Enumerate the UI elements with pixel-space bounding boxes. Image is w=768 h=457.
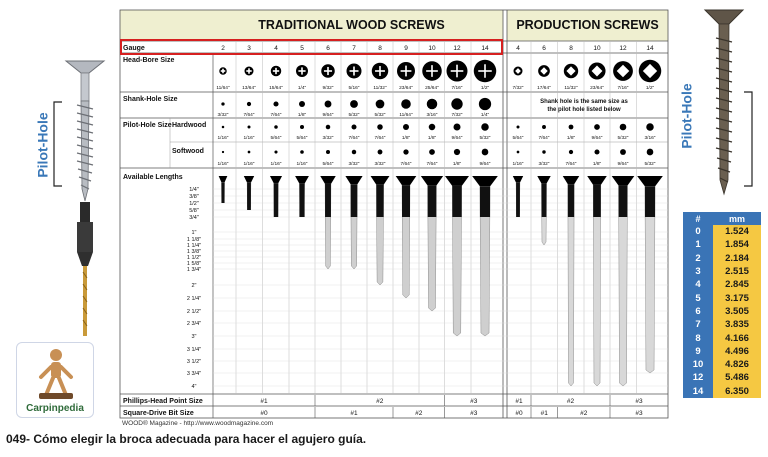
traditional-shank-hole-mark (427, 99, 438, 110)
traditional-screw-head (371, 176, 390, 185)
traditional-hardwood-pilot-mark (222, 126, 225, 129)
traditional-screw-shank-dark (351, 184, 358, 217)
length-tick-label: 1" (191, 230, 197, 236)
traditional-shank-hole-mark (273, 101, 278, 106)
traditional-hardwood-pilot-mark (454, 124, 461, 131)
production-hardwood-pilot-value: 5/64" (512, 136, 524, 141)
production-hardwood-pilot-mark (569, 125, 574, 130)
mm-gauge-cell: 2 (683, 252, 713, 265)
production-hardwood-pilot-value: 7/64" (538, 136, 550, 141)
traditional-phillips_groups-label: #3 (470, 398, 478, 405)
traditional-screw-shank-dark (376, 185, 383, 217)
traditional-head-bore-value: 11/64" (216, 86, 230, 91)
traditional-softwood-pilot-mark (352, 150, 356, 154)
gauge-row-label: Gauge (123, 45, 145, 52)
traditional-hardwood-pilot-value: 1/16" (243, 136, 255, 141)
traditional-gauge-label: 2 (221, 45, 225, 52)
traditional-screw-shank-dark (274, 183, 279, 217)
production-softwood-pilot-value: 7/64" (565, 162, 577, 167)
traditional-screw-head (445, 176, 469, 186)
mm-gauge-cell: 3 (683, 265, 713, 278)
traditional-hardwood-pilot-value: 9/64" (451, 136, 463, 141)
hardwood-label: Hardwood (172, 122, 207, 129)
length-tick-label: 2 1/2" (186, 309, 202, 315)
production-square_groups-label: #1 (540, 410, 548, 417)
head-bore-row-label: Head-Bore Size (123, 57, 175, 64)
production-hardwood-pilot-mark (620, 124, 627, 131)
mm-table-row (683, 252, 761, 265)
traditional-head-bore-value: 13/64" (242, 86, 256, 91)
traditional-shank-hole-mark (247, 102, 251, 106)
mm-value-cell: 2.184 (713, 252, 761, 265)
production-square_groups-label: #3 (635, 410, 643, 417)
length-tick-label: 1/2" (189, 201, 199, 207)
traditional-softwood-pilot-mark (482, 149, 489, 156)
production-shank-note: the pilot hole listed below (547, 107, 621, 113)
traditional-gauge-label: 10 (428, 45, 436, 52)
traditional-head-bore-value: 1/4" (297, 86, 307, 91)
mm-gauge-cell: 1 (683, 238, 713, 251)
traditional-phillips-mark (431, 65, 433, 77)
traditional-softwood-pilot-mark (300, 150, 304, 154)
traditional-hardwood-pilot-mark (248, 126, 251, 129)
production-gauge-label: 4 (516, 45, 520, 52)
traditional-shank-hole-mark (350, 100, 358, 108)
traditional-gauge-label: 3 (247, 45, 251, 52)
traditional-hardwood-pilot-value: 1/8" (401, 136, 411, 141)
mm-value-cell: 3.835 (713, 318, 761, 331)
traditional-phillips_groups-label: #1 (260, 398, 268, 405)
traditional-phillips-mark (353, 67, 355, 76)
wood-screw-icon (60, 55, 110, 205)
traditional-shank-hole-value: 11/64" (399, 113, 413, 118)
pilot-hole-bracket-icon-right (742, 90, 758, 190)
production-screw-shank-dark (619, 186, 628, 217)
traditional-head-bore-value: 5/16" (348, 86, 360, 91)
mm-value-cell: 1.524 (713, 225, 761, 238)
production-gauge-label: 12 (619, 45, 627, 52)
traditional-shank-hole-value: 7/32" (451, 113, 463, 118)
length-tick-label: 3/4" (189, 215, 199, 221)
traditional-screw-head (396, 176, 417, 185)
production-screw-shank-dark (541, 184, 546, 217)
production-softwood-pilot-mark (620, 149, 626, 155)
production-head-bore-value: 17/64" (537, 86, 551, 91)
mm-gauge-cell: 6 (683, 305, 713, 318)
production-screw-head (637, 176, 663, 186)
traditional-gauge-label: 14 (481, 45, 489, 52)
production-head-bore-value: 1/2" (645, 86, 655, 91)
softwood-label: Softwood (172, 148, 204, 155)
mm-gauge-cell: 4 (683, 278, 713, 291)
traditional-square_groups-label: #0 (260, 410, 268, 417)
traditional-phillips-mark (484, 64, 486, 78)
traditional-phillips-mark (222, 69, 224, 74)
traditional-gauge-label: 9 (404, 45, 408, 52)
production-hardwood-pilot-mark (517, 126, 520, 129)
traditional-gauge-label: 5 (300, 45, 304, 52)
mm-gauge-cell: 9 (683, 345, 713, 358)
pilot-hole-row-label: Pilot-Hole Size (123, 122, 172, 129)
production-softwood-pilot-value: 3/32" (538, 162, 550, 167)
production-hardwood-pilot-mark (646, 123, 654, 131)
traditional-hardwood-pilot-value: 7/64" (374, 136, 386, 141)
mm-value-cell: 3.505 (713, 305, 761, 318)
mm-table-row (683, 305, 761, 318)
production-hardwood-pilot-value: 9/64" (591, 136, 603, 141)
traditional-hardwood-pilot-value: 5/64" (296, 136, 308, 141)
traditional-hardwood-pilot-value: 3/32" (322, 136, 334, 141)
traditional-shank-hole-value: 3/32" (217, 113, 229, 118)
production-gauge-label: 14 (646, 45, 654, 52)
mm-table-row (683, 265, 761, 278)
length-tick-label: 1/4" (189, 187, 199, 193)
production-head-bore-value: 23/64" (590, 86, 604, 91)
production-hardwood-pilot-mark (542, 125, 546, 129)
traditional-hardwood-pilot-mark (403, 124, 409, 130)
mm-value-cell: 5.486 (713, 371, 761, 384)
traditional-head-bore-value: 9/32" (322, 86, 334, 91)
traditional-hardwood-pilot-mark (429, 124, 436, 131)
length-tick-label: 1 1/2" (186, 255, 202, 261)
production-screw-icon (703, 8, 745, 198)
production-screw-head (513, 176, 523, 183)
traditional-hardwood-pilot-value: 5/64" (270, 136, 282, 141)
mm-table-row (683, 358, 761, 371)
traditional-hardwood-pilot-value: 5/32" (479, 136, 491, 141)
traditional-softwood-pilot-mark (378, 150, 383, 155)
traditional-gauge-label: 8 (378, 45, 382, 52)
traditional-hardwood-pilot-value: 1/16" (217, 136, 229, 141)
production-head-bore-value: 7/16" (617, 86, 629, 91)
traditional-softwood-pilot-value: 1/8" (452, 162, 462, 167)
length-tick-label: 1 3/4" (186, 267, 202, 273)
traditional-screw-head (345, 176, 362, 184)
pilot-hole-label-left: Pilot-Hole (34, 112, 51, 178)
traditional-softwood-pilot-value: 9/64" (479, 162, 491, 167)
traditional-screw-shank-dark (428, 186, 437, 217)
traditional-head-bore-value: 15/64" (269, 86, 283, 91)
traditional-softwood-pilot-value: 1/16" (270, 162, 282, 167)
traditional-softwood-pilot-mark (454, 149, 460, 155)
traditional-softwood-pilot-value: 1/16" (243, 162, 255, 167)
image-caption: 049- Cómo elegir la broca adecuada para hacer el agujero guía. (6, 432, 367, 446)
traditional-screw-head (320, 176, 336, 184)
traditional-softwood-pilot-mark (222, 151, 224, 153)
traditional-phillips-mark (301, 67, 303, 74)
traditional-hardwood-pilot-mark (352, 125, 357, 130)
production-screw-shank-dark (568, 184, 574, 217)
length-tick-label: 2 1/4" (186, 296, 202, 302)
pilot-hole-label-right: Pilot-Hole (678, 83, 695, 149)
traditional-head-bore-value: 7/16" (451, 86, 463, 91)
production-hardwood-pilot-value: 5/32" (617, 136, 629, 141)
production-softwood-pilot-value: 5/32" (644, 162, 656, 167)
mm-table-row (683, 345, 761, 358)
traditional-screw-shank-dark (221, 182, 224, 203)
wooden-mannequin-logo-icon (36, 347, 76, 401)
traditional-shank-hole-value: 7/64" (243, 113, 255, 118)
production-softwood-pilot-value: 1/8" (592, 162, 602, 167)
mm-value-cell: 4.166 (713, 331, 761, 344)
traditional-softwood-pilot-mark (326, 150, 330, 154)
mm-gauge-cell: 10 (683, 358, 713, 371)
traditional-shank-hole-mark (221, 102, 224, 105)
traditional-title: TRADITIONAL WOOD SCREWS (258, 18, 445, 32)
mm-value-cell: 6.350 (713, 385, 761, 398)
production-head-bore-value: 11/32" (564, 86, 578, 91)
mm-table-header-number: # (683, 212, 713, 225)
traditional-phillips-mark (405, 66, 407, 77)
production-softwood-pilot-value: 9/64" (617, 162, 629, 167)
traditional-head-bore-value: 11/32" (373, 86, 387, 91)
traditional-softwood-pilot-value: 7/64" (426, 162, 438, 167)
production-screw-head (537, 176, 550, 184)
mm-gauge-cell: 8 (683, 331, 713, 344)
traditional-softwood-pilot-value: 7/64" (400, 162, 412, 167)
traditional-softwood-pilot-mark (248, 151, 251, 154)
mm-table-row (683, 278, 761, 291)
production-phillips_groups-label: #2 (566, 398, 575, 405)
traditional-phillips-mark (275, 68, 277, 74)
logo-text: Carpinpedia (26, 403, 84, 414)
traditional-screw-head (421, 176, 443, 186)
production-gauge-label: 8 (569, 45, 573, 52)
production-softwood-pilot-mark (542, 150, 545, 153)
length-tick-label: 5/8" (189, 208, 199, 214)
production-head-bore-value: 7/32" (512, 86, 524, 91)
mm-gauge-cell: 0 (683, 225, 713, 238)
shank-hole-row-label: Shank-Hole Size (123, 96, 178, 103)
traditional-phillips-mark (248, 68, 250, 73)
mm-gauge-cell: 14 (683, 385, 713, 398)
traditional-shank-hole-mark (451, 98, 462, 109)
traditional-hardwood-pilot-mark (481, 123, 489, 131)
production-screw-shank-dark (645, 186, 655, 217)
traditional-hardwood-pilot-mark (377, 124, 383, 130)
production-screw-shank-dark (516, 183, 520, 217)
traditional-softwood-pilot-mark (403, 149, 408, 154)
traditional-square_groups-label: #1 (350, 410, 358, 417)
gauge-row-highlight (121, 40, 502, 54)
traditional-screw-shank-dark (247, 183, 251, 210)
mm-table-row (683, 238, 761, 251)
traditional-shank-hole-value: 1/8" (297, 113, 307, 118)
available-lengths-label: Available Lengths (123, 174, 183, 181)
production-screw-shank-dark (593, 185, 601, 217)
traditional-head-bore-value: 25/64" (425, 86, 439, 91)
production-title: PRODUCTION SCREWS (516, 18, 659, 32)
production-hardwood-pilot-mark (594, 124, 600, 130)
traditional-hardwood-pilot-mark (274, 125, 278, 129)
traditional-gauge-label: 4 (274, 45, 278, 52)
source-credit: WOOD® Magazine - http://www.woodmagazine.com (122, 420, 274, 427)
square-row-label: Square-Drive Bit Size (123, 410, 194, 417)
mm-table-row (683, 331, 761, 344)
traditional-screw-head (270, 176, 282, 183)
traditional-screw-head (219, 176, 228, 182)
mm-value-cell: 1.854 (713, 238, 761, 251)
traditional-shank-hole-mark (401, 99, 411, 109)
traditional-screw-shank-dark (299, 184, 304, 217)
traditional-screw-shank-dark (480, 186, 490, 217)
mm-value-cell: 2.845 (713, 278, 761, 291)
production-gauge-label: 6 (542, 45, 546, 52)
traditional-softwood-pilot-value: 5/64" (322, 162, 334, 167)
traditional-softwood-pilot-mark (429, 149, 435, 155)
traditional-phillips-mark (456, 65, 458, 78)
traditional-shank-hole-mark (376, 100, 385, 109)
traditional-gauge-label: 12 (453, 45, 461, 52)
traditional-screw-head (472, 176, 498, 186)
traditional-screw-head (244, 176, 254, 183)
length-tick-label: 1 5/8" (186, 261, 202, 267)
length-tick-label: 2" (191, 283, 197, 289)
traditional-softwood-pilot-value: 1/16" (296, 162, 308, 167)
mm-value-cell: 4.826 (713, 358, 761, 371)
traditional-softwood-pilot-value: 1/16" (217, 162, 229, 167)
traditional-screw-shank-dark (452, 186, 461, 217)
traditional-gauge-label: 6 (326, 45, 330, 52)
mm-table-row (683, 371, 761, 384)
production-square_groups-label: #2 (580, 410, 588, 417)
production-hardwood-pilot-value: 1/8" (566, 136, 576, 141)
production-hardwood-pilot-value: 3/16" (644, 136, 656, 141)
production-phillips_groups-label: #3 (635, 398, 643, 405)
mm-value-cell: 2.515 (713, 265, 761, 278)
traditional-softwood-pilot-mark (274, 150, 277, 153)
production-screw-head (587, 176, 607, 185)
mm-table-header-mm: mm (713, 212, 761, 225)
length-tick-label: 3/8" (189, 194, 199, 200)
traditional-hardwood-pilot-mark (326, 125, 331, 130)
pilot-hole-bracket-icon (50, 100, 66, 190)
length-tick-label: 3 1/2" (186, 359, 202, 365)
length-tick-label: 2 3/4" (186, 321, 202, 327)
length-tick-label: 4" (191, 384, 197, 390)
production-softwood-pilot-mark (569, 150, 573, 154)
production-square_groups-label: #0 (515, 410, 523, 417)
traditional-hardwood-pilot-value: 7/64" (348, 136, 360, 141)
traditional-hardwood-pilot-value: 1/8" (427, 136, 437, 141)
production-softwood-pilot-mark (647, 149, 654, 156)
length-tick-label: 3" (191, 334, 197, 340)
production-gauge-label: 10 (593, 45, 601, 52)
traditional-head-bore-value: 23/64" (399, 86, 413, 91)
traditional-screw-shank-dark (325, 184, 331, 217)
traditional-shank-hole-value: 3/16" (426, 113, 438, 118)
traditional-head-bore-value: 1/2" (480, 86, 490, 91)
carpinpedia-logo (16, 342, 94, 418)
traditional-hardwood-pilot-mark (300, 125, 304, 129)
countersink-drill-bit-icon (70, 200, 100, 340)
traditional-shank-hole-value: 5/32" (348, 113, 360, 118)
traditional-screw-head (295, 176, 309, 184)
traditional-shank-hole-value: 1/4" (480, 113, 490, 118)
traditional-screw-shank-dark (402, 185, 410, 217)
traditional-shank-hole-mark (479, 98, 491, 110)
mm-value-cell: 4.496 (713, 345, 761, 358)
mm-gauge-cell: 7 (683, 318, 713, 331)
mm-gauge-cell: 5 (683, 291, 713, 304)
mm-table-row (683, 225, 761, 238)
traditional-shank-hole-value: 5/32" (374, 113, 386, 118)
length-tick-label: 1 3/8" (186, 249, 202, 255)
mm-table-row (683, 291, 761, 304)
mm-value-cell: 3.175 (713, 291, 761, 304)
mm-gauge-cell: 12 (683, 371, 713, 384)
traditional-square_groups-label: #3 (470, 410, 478, 417)
phillips-row-label: Phillips-Head Point Size (123, 398, 203, 405)
gauge-mm-table (683, 212, 761, 398)
production-screw-head (563, 176, 580, 184)
traditional-shank-hole-value: 9/64" (322, 113, 334, 118)
production-shank-note: Shank hole is the same size as (540, 99, 628, 105)
traditional-shank-hole-mark (325, 101, 332, 108)
length-tick-label: 3 1/4" (186, 347, 202, 353)
chart-frame (120, 10, 668, 418)
production-screw-head (612, 176, 635, 186)
length-tick-label: 3 3/4" (186, 371, 202, 377)
traditional-softwood-pilot-value: 3/32" (374, 162, 386, 167)
traditional-phillips-mark (327, 67, 329, 75)
production-softwood-pilot-mark (594, 149, 599, 154)
traditional-shank-hole-mark (299, 101, 305, 107)
traditional-gauge-label: 7 (352, 45, 356, 52)
traditional-phillips-mark (379, 66, 381, 76)
traditional-shank-hole-value: 7/64" (270, 113, 282, 118)
mm-table-row (683, 385, 761, 398)
production-softwood-pilot-value: 1/16" (512, 162, 524, 167)
length-tick-label: 1 1/8" (186, 237, 202, 243)
production-softwood-pilot-mark (517, 151, 520, 154)
mm-table-row (683, 318, 761, 331)
traditional-softwood-pilot-value: 3/32" (348, 162, 360, 167)
production-phillips_groups-label: #1 (515, 398, 523, 405)
traditional-phillips_groups-label: #2 (376, 398, 384, 405)
traditional-square_groups-label: #2 (415, 410, 423, 417)
length-tick-label: 1 1/4" (186, 243, 202, 249)
